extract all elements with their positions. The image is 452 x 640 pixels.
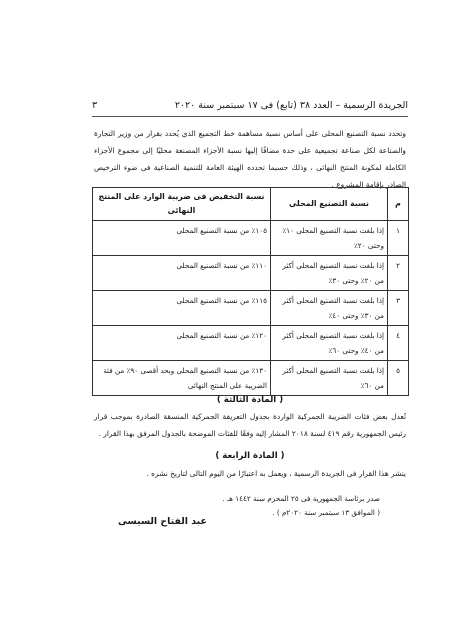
row-num: ١ bbox=[388, 221, 409, 256]
table-row bbox=[93, 291, 409, 326]
row-reduction: ١٠٥٪ من نسبة التصنيع المحلى bbox=[93, 221, 271, 256]
column-header-local: نسبة التصنيع المحلى bbox=[271, 188, 388, 221]
row-local: إذا بلغت نسبة التصنيع المحلى أكثر من ٦٠٪ bbox=[271, 361, 388, 396]
row-num: ٤ bbox=[388, 326, 409, 361]
table-row bbox=[93, 361, 409, 396]
issued-hijri-date: صدر برئاسة الجمهورية فى ٢٥ المحرم سنة ١٤٤٢ هـ . bbox=[222, 494, 380, 503]
table-row bbox=[93, 221, 409, 256]
column-header-reduction: نسبة التخفيض فى ضريبة الوارد على المنتج النهائى bbox=[93, 188, 271, 221]
table-header-row bbox=[93, 188, 409, 221]
article-4-heading: ( المادة الرابعة ) bbox=[215, 451, 285, 461]
row-reduction: ١١٠٪ من نسبة التصنيع المحلى bbox=[93, 256, 271, 291]
table-row bbox=[93, 256, 409, 291]
row-local: إذا بلغت نسبة التصنيع المحلى أكثر من ٢٠٪ وحتى ٣٠٪ bbox=[271, 256, 388, 291]
signature: عبد الفتاح السيسى bbox=[118, 516, 207, 527]
page-header bbox=[92, 98, 408, 112]
row-local: إذا بلغت نسبة التصنيع المحلى ١٠٪ وحتى ٢٠٪ bbox=[271, 221, 388, 256]
table-row bbox=[93, 326, 409, 361]
intro-paragraph: وتحدد نسبة التصنيع المحلى على أساس نسبة مساهمة خط التجميع الذى يُحدد بقرار من وزير التجارة والصناعة لكل صناعة تجميعية على حدة مضافًا إليها نسبة الأجزاء المصنعة محليًا إلى مجموع الأجزاء الكاملة لمكونة المنتج النهائى ، وذلك حسبما تحدده الهيئة العامة للتنمية الصناعية فى ضوء الترخيص الصادر بإقامة المشروع . bbox=[94, 129, 406, 189]
row-num: ٥ bbox=[388, 361, 409, 396]
row-local: إذا بلغت نسبة التصنيع المحلى أكثر من ٣٠٪ وحتى ٤٠٪ bbox=[271, 291, 388, 326]
article-4-text: ينشر هذا القرار فى الجريدة الرسمية ، ويعمل به اعتبارًا من اليوم التالى لتاريخ نشره . bbox=[146, 469, 406, 478]
article-3-heading: ( المادة الثالثة ) bbox=[216, 395, 284, 405]
reduction-table bbox=[92, 187, 409, 396]
row-num: ٢ bbox=[388, 256, 409, 291]
article-3-text: تُعدل بعض فئات الضريبة الجمركية الواردة بجدول التعريفة الجمركية المنسقة الصادرة بموجب قرار رئيس الجمهورية رقم ٤١٩ لسنة ٢٠١٨ المشار إليه وفقًا للفئات الموضحة بالجدول المرفق بهذا القرار . bbox=[94, 412, 406, 438]
issued-gregorian-date: ( الموافق ١٣ سبتمبر سنة ٢٠٢٠م ) . bbox=[272, 508, 380, 517]
row-reduction: ١٣٠٪ من نسبة التصنيع المحلى وبحد أقصى ٩٠٪ من فئة الضريبة على المنتج النهائى bbox=[93, 361, 271, 396]
row-num: ٣ bbox=[388, 291, 409, 326]
page-number: ٣ bbox=[92, 99, 98, 111]
row-reduction: ١٢٠٪ من نسبة التصنيع المحلى bbox=[93, 326, 271, 361]
header-rule bbox=[92, 116, 408, 117]
column-header-num: م bbox=[388, 188, 409, 221]
gazette-title: الجريدة الرسمية – العدد ٣٨ (تابع) فى ١٧ سبتمبر سنة ٢٠٢٠ bbox=[174, 99, 408, 111]
row-reduction: ١١٥٪ من نسبة التصنيع المحلى bbox=[93, 291, 271, 326]
row-local: إذا بلغت نسبة التصنيع المحلى أكثر من ٤٠٪ وحتى ٦٠٪ bbox=[271, 326, 388, 361]
